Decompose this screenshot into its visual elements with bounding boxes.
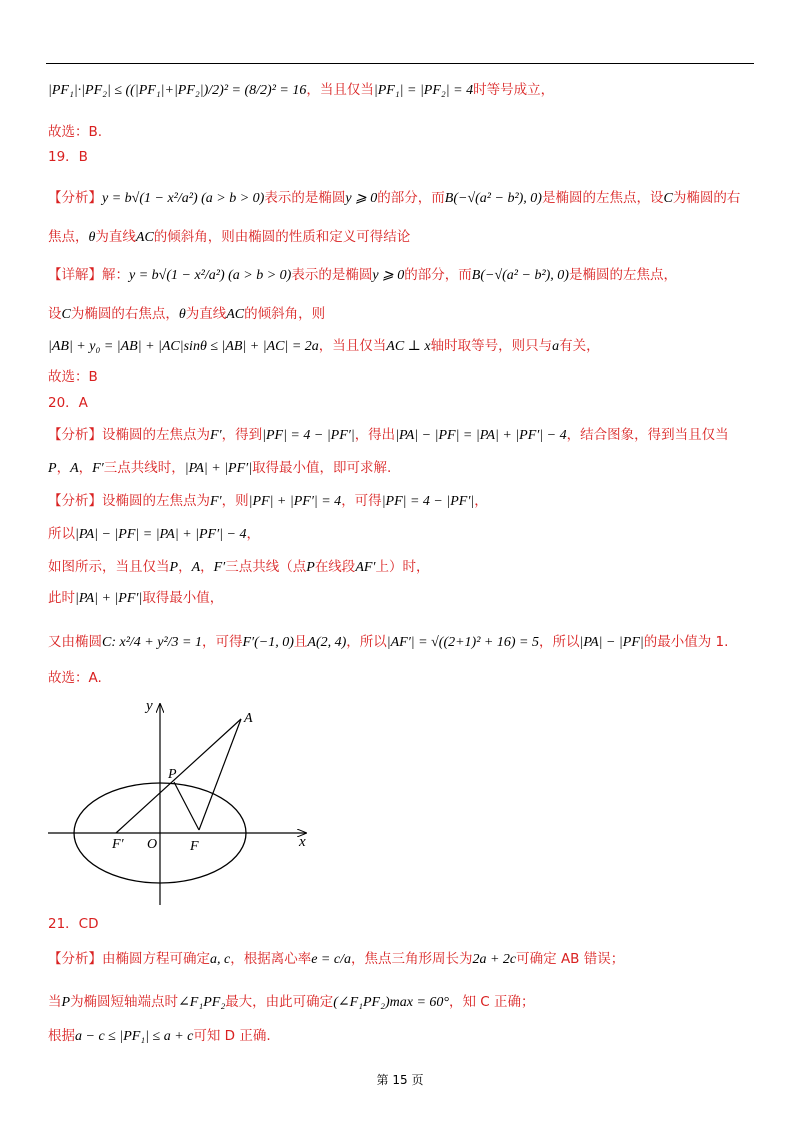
line-20 — [48, 949, 624, 970]
math: a, c — [210, 952, 231, 967]
label-y: y — [146, 698, 153, 714]
text: 焦点， — [48, 229, 89, 245]
text: 在线段 — [314, 559, 356, 575]
math: |AB| + y₀ = |AB| + |AC|sinθ ≤ |AB| + |AC| = 2a — [48, 339, 319, 354]
math: ∠F₁PF₂ — [178, 995, 226, 1010]
math: a − c ≤ |PF₁| ≤ a + c — [75, 1029, 194, 1044]
math: |PF| = 4 − |PF′| — [262, 428, 355, 443]
analysis-tag: 【分析】 — [48, 493, 102, 509]
math: a — [552, 339, 560, 354]
label-O: O — [147, 837, 158, 852]
text: 轴时取等号，则只与 — [430, 338, 553, 354]
math: |PA| − |PF| = |PA| + |PF′| − 4 — [75, 527, 247, 542]
math: |AF′| = √((2+1)² + 16) = 5 — [386, 635, 539, 650]
math: y = b√(1 − x²/a²) (a > b > 0) — [129, 268, 292, 283]
math-equality: |PF₁| = |PF₂| = 4 — [373, 83, 474, 98]
math: C — [663, 191, 673, 206]
text: 表示的是椭圆 — [291, 267, 373, 283]
text: ， — [178, 559, 192, 575]
text: 的最小值为 1. — [643, 634, 729, 650]
question-19-heading: 19．B — [48, 149, 88, 165]
math: AC — [135, 230, 154, 245]
text: ， — [78, 460, 93, 476]
top-rule — [46, 63, 754, 64]
text: ， — [474, 493, 488, 509]
text: ，所以 — [346, 634, 387, 650]
text: ， — [246, 526, 260, 542]
line-4 — [48, 188, 740, 209]
text: 又由椭圆 — [48, 634, 102, 650]
text: 为椭圆短轴端点时 — [70, 994, 179, 1010]
text: ，结合图象，得到当且仅当 — [566, 427, 729, 443]
text: 设 — [48, 306, 62, 322]
text: ，当且仅当 — [318, 338, 387, 354]
text: 表示的是椭圆 — [264, 190, 346, 206]
text: ，知 C 正确； — [449, 994, 535, 1010]
math: |PF| = 4 − |PF′| — [381, 494, 475, 509]
text: 最大，由此可确定 — [225, 994, 334, 1010]
math: P — [306, 560, 315, 575]
math: 2a + 2c — [472, 952, 517, 967]
text: 的倾斜角，则 — [244, 306, 326, 322]
math: |PF| + |PF′| = 4 — [248, 494, 342, 509]
line-17 — [48, 632, 728, 653]
text: 如图所示，当且仅当 — [48, 559, 170, 575]
text: ， — [56, 460, 71, 476]
math: P — [169, 560, 179, 575]
text: ，可得 — [341, 493, 382, 509]
math: θ — [178, 307, 186, 322]
math: |PA| − |PF| = |PA| + |PF′| − 4 — [395, 428, 567, 443]
math: |PA| + |PF′| — [184, 461, 253, 476]
text: 三点共线时， — [103, 460, 185, 476]
text: ，得到 — [221, 427, 263, 443]
math: |PA| + |PF′| — [75, 591, 143, 606]
math: y = b√(1 − x²/a²) (a > b > 0) — [102, 191, 265, 206]
label-P: P — [168, 767, 177, 782]
text: ，所以 — [538, 634, 580, 650]
math: AF′ — [355, 560, 376, 575]
math: A — [191, 560, 201, 575]
line-16 — [48, 588, 223, 609]
text: 由椭圆方程可确定 — [102, 951, 210, 967]
math: e = c/a — [311, 952, 351, 967]
text: 取得最小值， — [142, 590, 224, 606]
line-6 — [48, 265, 677, 286]
line-7 — [48, 304, 325, 325]
text: 设椭圆的左焦点为 — [102, 427, 210, 443]
answer-20: 故选：A. — [48, 670, 102, 686]
text: 为直线 — [95, 229, 136, 245]
text: 可确定 AB 错误； — [516, 951, 625, 967]
text: ，焦点三角形周长为 — [350, 951, 473, 967]
math: P — [48, 461, 57, 476]
math: B(−√(a² − b²), 0) — [471, 268, 569, 283]
text: 根据 — [48, 1028, 75, 1044]
math: C — [61, 307, 71, 322]
segment-Fprime-A — [116, 719, 241, 833]
math-inequality: |PF₁|·|PF₂| ≤ ((|PF₁|+|PF₂|)/2)² = (8/2)² = 16 — [48, 83, 307, 98]
text: 三点共线（点 — [225, 559, 307, 575]
math: |PA| − |PF| — [579, 635, 644, 650]
text: ，当且仅当 — [306, 82, 374, 98]
text: ，得出 — [354, 427, 396, 443]
text: ，根据离心率 — [230, 951, 312, 967]
text: 所以 — [48, 526, 75, 542]
line-22 — [48, 1026, 271, 1047]
segment-P-F — [174, 782, 199, 830]
text: 取得最小值，即可求解. — [252, 460, 392, 476]
math: B(−√(a² − b²), 0) — [444, 191, 542, 206]
line-21 — [48, 992, 535, 1013]
label-A: A — [244, 711, 253, 726]
answer-18: 故选：B. — [48, 124, 103, 140]
text: ，可得 — [202, 634, 243, 650]
text: 解： — [102, 267, 129, 283]
math: F′ — [210, 428, 222, 443]
math: (∠F₁PF₂)max = 60° — [333, 995, 450, 1010]
text: ， — [200, 559, 214, 575]
math: F′(−1, 0) — [242, 635, 294, 650]
math: θ — [88, 230, 96, 245]
label-x: x — [299, 834, 306, 850]
detail-tag: 【详解】 — [48, 267, 102, 283]
segment-F-A — [199, 719, 241, 830]
text: 的部分，而 — [404, 267, 472, 283]
math: y ⩾ 0 — [345, 191, 378, 206]
text: 可知 D 正确. — [193, 1028, 271, 1044]
question-21-heading: 21．CD — [48, 916, 99, 932]
text: 为椭圆的右焦点， — [70, 306, 179, 322]
text: 时等号成立， — [473, 82, 555, 98]
text: 当 — [48, 994, 62, 1010]
line-8 — [48, 336, 600, 357]
line-13 — [48, 491, 488, 512]
line-5 — [48, 227, 410, 248]
text: 上）时， — [375, 559, 430, 575]
line-15 — [48, 557, 429, 578]
math: F′ — [213, 560, 226, 575]
text: 此时 — [48, 590, 75, 606]
math: F′ — [92, 461, 104, 476]
line-1 — [48, 80, 554, 101]
text: 且 — [293, 634, 308, 650]
text: 设椭圆的左焦点为 — [102, 493, 210, 509]
text: ，则 — [221, 493, 249, 509]
math: P — [61, 995, 71, 1010]
ellipse-figure — [44, 690, 324, 915]
text: 为直线 — [185, 306, 227, 322]
page-number: 第 15 页 — [376, 1073, 424, 1087]
question-20-heading: 20．A — [48, 395, 88, 411]
math: A — [70, 461, 79, 476]
math: AC — [226, 307, 245, 322]
label-F: F — [190, 839, 199, 854]
text: 的倾斜角，则由椭圆的性质和定义可得结论 — [153, 229, 411, 245]
line-11 — [48, 425, 729, 446]
analysis-tag: 【分析】 — [48, 427, 102, 443]
math: F′ — [210, 494, 222, 509]
answer-19: 故选：B — [48, 369, 98, 385]
math: y ⩾ 0 — [372, 268, 405, 283]
text: 有关， — [559, 338, 600, 354]
label-Fprime: F′ — [112, 837, 124, 852]
text: 是椭圆的左焦点， — [568, 267, 677, 283]
line-14 — [48, 524, 260, 545]
line-12 — [48, 458, 391, 479]
text: 的部分，而 — [377, 190, 445, 206]
text: 是椭圆的左焦点，设 — [541, 190, 664, 206]
math: AC ⊥ x — [386, 339, 431, 354]
analysis-tag: 【分析】 — [48, 951, 102, 967]
text: 为椭圆的右 — [672, 190, 741, 206]
analysis-tag: 【分析】 — [48, 190, 102, 206]
math: C: x²/4 + y²/3 = 1 — [102, 635, 202, 650]
math: A(2, 4) — [307, 635, 347, 650]
